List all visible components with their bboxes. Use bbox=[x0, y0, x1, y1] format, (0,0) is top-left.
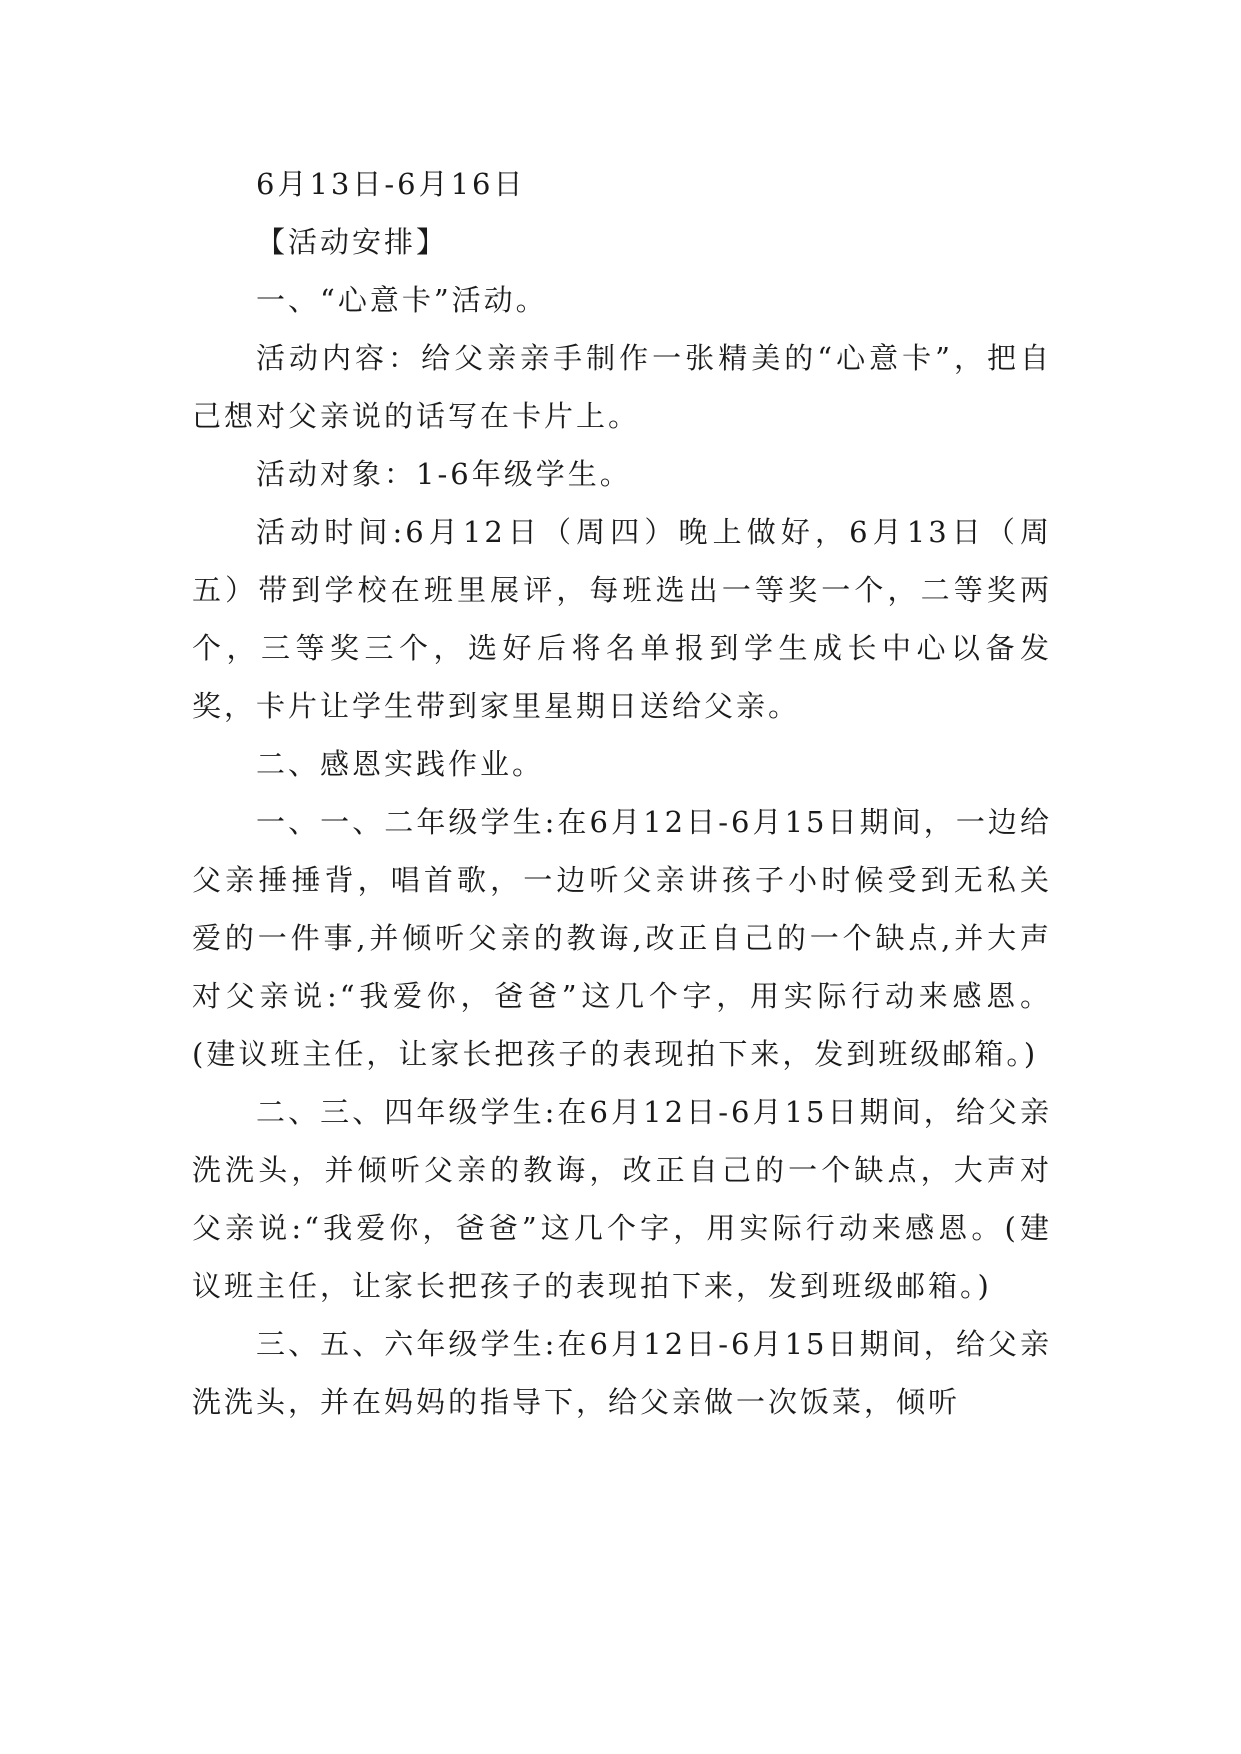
grade-one-two-paragraph: 一、一、二年级学生:在6月12日-6月15日期间，一边给父亲捶捶背，唱首歌，一边听父亲讲孩子小时候受到无私关爱的一件事,并倾听父亲的教诲,改正自己的一个缺点,并大声对父亲说:“我爱你，爸爸”这几个字，用实际行动来感恩。(建议班主任，让家长把孩子的表现拍下来，发到班级邮箱。) bbox=[192, 805, 1052, 1071]
activity-two-heading: 二、感恩实践作业。 bbox=[256, 747, 545, 781]
activity-content-paragraph: 活动内容：给父亲亲手制作一张精美的“心意卡”，把自己想对父亲说的话写在卡片上。 bbox=[192, 341, 1052, 433]
date-range-line: 6月13日-6月16日 bbox=[256, 167, 526, 201]
activity-one-heading: 一、“心意卡”活动。 bbox=[256, 283, 548, 317]
section-heading: 【活动安排】 bbox=[256, 225, 449, 259]
document-body bbox=[192, 155, 1052, 1431]
activity-time-paragraph: 活动时间:6月12日（周四）晚上做好，6月13日（周五）带到学校在班里展评，每班选出一等奖一个，二等奖两个，三等奖三个，选好后将名单报到学生成长中心以备发奖，卡片让学生带到家里星期日送给父亲。 bbox=[192, 515, 1052, 723]
grade-three-four-paragraph: 二、三、四年级学生:在6月12日-6月15日期间，给父亲洗洗头，并倾听父亲的教诲，改正自己的一个缺点，大声对父亲说:“我爱你，爸爸”这几个字，用实际行动来感恩。(建议班主任，让家长把孩子的表现拍下来，发到班级邮箱。) bbox=[192, 1095, 1052, 1303]
grade-five-six-paragraph: 三、五、六年级学生:在6月12日-6月15日期间，给父亲洗洗头，并在妈妈的指导下，给父亲做一次饭菜，倾听 bbox=[192, 1327, 1052, 1419]
activity-target-paragraph: 活动对象：1-6年级学生。 bbox=[256, 457, 632, 491]
